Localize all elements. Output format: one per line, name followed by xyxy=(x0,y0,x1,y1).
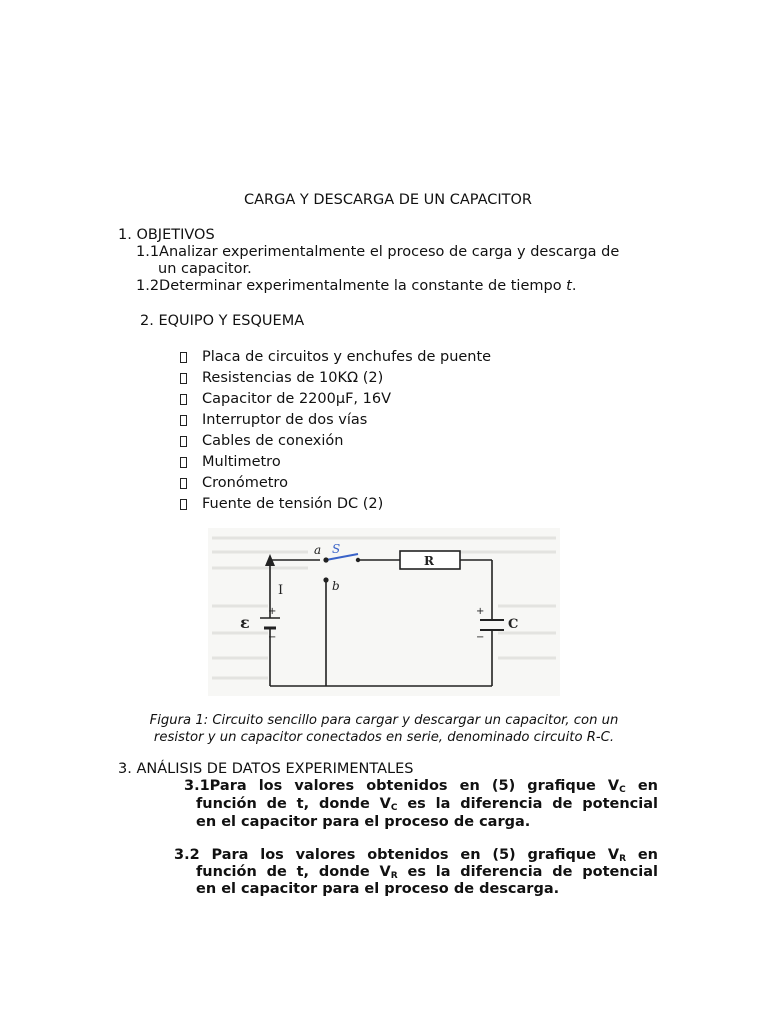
list-item-label: Placa de circuitos y enchufes de puente xyxy=(202,349,492,365)
analysis-3-2-line-3: en el capacitor para el proceso de descarga. xyxy=(196,881,560,897)
subscript-c: C xyxy=(619,785,626,795)
list-item-label: Fuente de tensión DC (2) xyxy=(202,496,384,512)
label-switch: S xyxy=(332,542,341,556)
analysis-3-1-text-a: 3.1Para los valores obtenidos en (5) grafique V xyxy=(184,778,620,794)
bullet-icon xyxy=(180,457,187,468)
list-item-label: Resistencias de 10KΩ (2) xyxy=(202,370,384,386)
bullet-icon xyxy=(180,373,187,384)
bullet-icon xyxy=(180,415,187,426)
analysis-3-2-text-b: en xyxy=(626,847,658,863)
section-2-heading: 2. EQUIPO Y ESQUEMA xyxy=(140,313,305,329)
terminal-b xyxy=(323,577,328,582)
analysis-3-2-text-d: es la diferencia de potencial xyxy=(397,864,659,880)
list-item-label: Interruptor de dos vías xyxy=(202,412,368,428)
list-item-label: Multimetro xyxy=(202,454,281,470)
analysis-3-2-text-c: función de t, donde V xyxy=(196,864,391,880)
objective-1-line-2: un capacitor. xyxy=(158,261,252,277)
label-capacitor: C xyxy=(508,617,519,632)
label-src-plus: + xyxy=(268,606,277,617)
analysis-3-1-line-3: en el capacitor para el proceso de carga. xyxy=(196,814,531,830)
time-constant-symbol: t xyxy=(566,278,572,294)
label-cap-minus: − xyxy=(476,632,485,643)
switch-pivot xyxy=(356,558,360,562)
section-1-heading: 1. OBJETIVOS xyxy=(118,227,215,243)
objective-2 xyxy=(136,278,576,295)
objective-1-line-1: 1.1Analizar experimentalmente el proceso de carga y descarga de xyxy=(136,244,620,260)
label-cap-plus: + xyxy=(476,606,485,617)
analysis-3-2-text-a: 3.2 Para los valores obtenidos en (5) grafique V xyxy=(174,847,620,863)
page-title: CARGA Y DESCARGA DE UN CAPACITOR xyxy=(243,192,533,208)
label-emf: ε xyxy=(240,613,250,632)
bullet-icon xyxy=(180,394,187,405)
analysis-3-2-line-2 xyxy=(196,864,658,881)
label-current: I xyxy=(278,583,284,598)
figure-caption-line-2: resistor y un capacitor conectados en serie, denominado circuito R-C. xyxy=(153,730,615,745)
section-3-heading: 3. ANÁLISIS DE DATOS EXPERIMENTALES xyxy=(118,761,414,777)
analysis-3-1-text-d: es la diferencia de potencial xyxy=(397,796,658,812)
rc-circuit-figure xyxy=(208,528,560,696)
subscript-r: R xyxy=(390,871,398,881)
bullet-icon xyxy=(180,436,187,447)
figure-caption-line-1: Figura 1: Circuito sencillo para cargar y descargar un capacitor, con un xyxy=(149,713,619,728)
analysis-3-1-line-2 xyxy=(196,796,658,813)
list-item-label: Capacitor de 2200μF, 16V xyxy=(202,391,392,407)
label-b: b xyxy=(332,579,340,593)
figure-caption xyxy=(110,712,658,746)
label-a: a xyxy=(314,543,322,557)
list-item-label: Cables de conexión xyxy=(202,433,344,449)
analysis-3-1-text-c: función de t, donde V xyxy=(196,796,391,812)
analysis-3-1-text-b: en xyxy=(625,778,658,794)
list-item-label: Cronómetro xyxy=(202,475,288,491)
bullet-icon xyxy=(180,352,187,363)
label-src-minus: − xyxy=(268,632,277,643)
analysis-3-2-line-1 xyxy=(174,847,658,864)
subscript-c: C xyxy=(390,803,398,813)
objective-2-text: 1.2Determinar experimentalmente la constante de tiempo xyxy=(136,278,567,294)
analysis-3-1-line-1 xyxy=(184,778,658,795)
objective-2-period: . xyxy=(571,278,577,294)
bullet-icon xyxy=(180,499,187,510)
label-resistor: R xyxy=(424,554,434,568)
terminal-a xyxy=(323,557,328,562)
bullet-icon xyxy=(180,478,187,489)
subscript-r: R xyxy=(619,854,627,864)
